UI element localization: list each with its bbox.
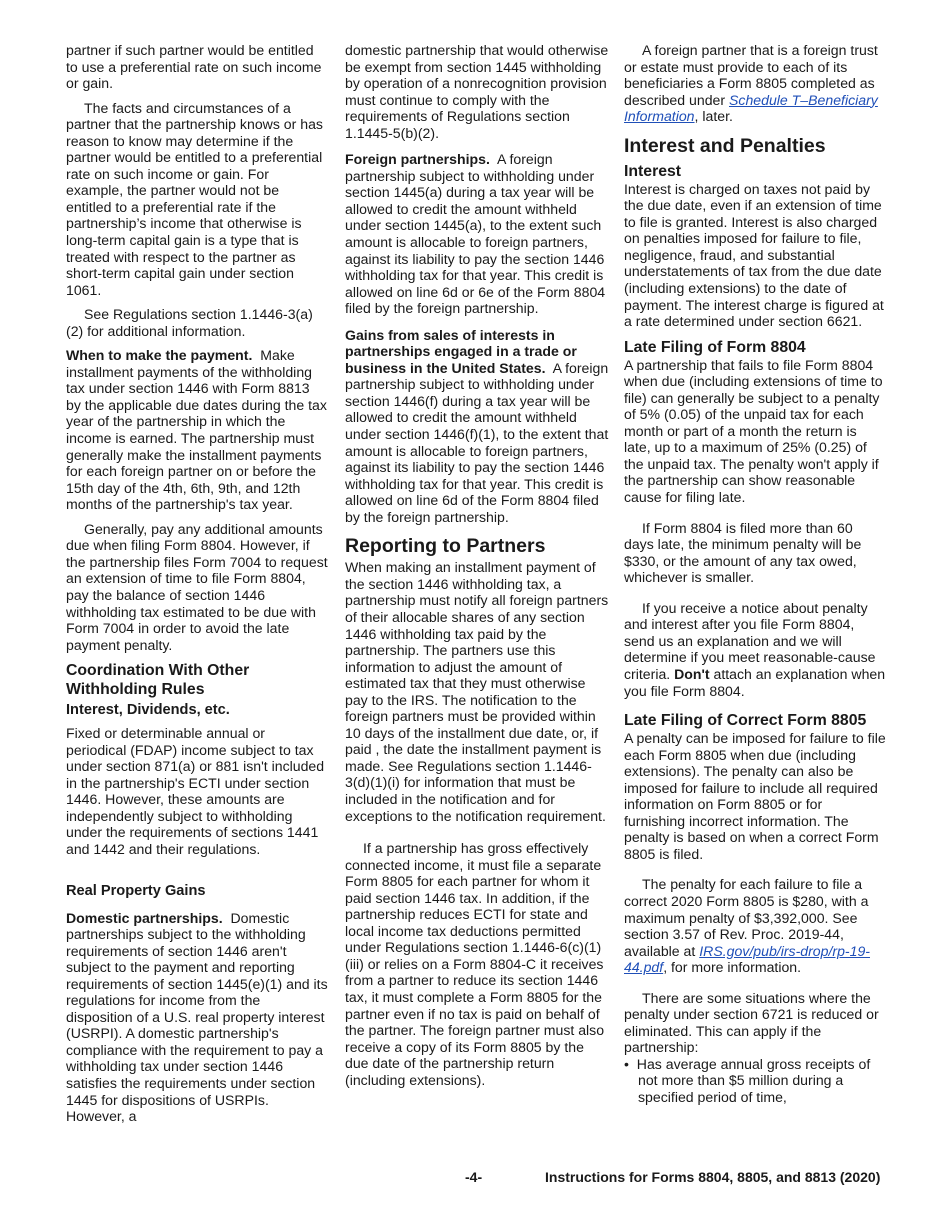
subsection-heading-real-property-gains: Real Property Gains bbox=[66, 882, 206, 899]
run-in-heading: When to make the payment. bbox=[66, 347, 253, 364]
column-left bbox=[66, 42, 328, 1133]
paragraph: A partnership that fails to file Form 8804 when due (including extensions of time to file) can generally be subject to a penalty of 5% (0.05) of the unpaid tax for each month or part of a month the return is late, up to a maximum of 25% (0.25) of the unpaid tax. The penalty won't apply if the partnership can show reasonable cause for filing late. bbox=[624, 356, 883, 506]
paragraph-gains-from-sales bbox=[345, 327, 609, 526]
paragraph: A penalty can be imposed for failure to file each Form 8805 when due (including extensions). The penalty can also be imposed for failure to include all required information on Form 8805 or for furnishing incorrect information. The penalty is based on when a correct Form 8805 is filed. bbox=[624, 730, 886, 862]
run-in-heading: Foreign partnerships. bbox=[345, 151, 490, 168]
footer-title: Instructions for Forms 8804, 8805, and 8813 (2020) bbox=[545, 1169, 881, 1185]
paragraph-domestic-partnerships bbox=[66, 910, 328, 1125]
paragraph: When making an installment payment of the section 1446 withholding tax, a partnership must notify all foreign partners of their allocable shares of any section 1446 withholding tax paid by the partnership. The partners use this information to adjust the amount of estimated tax that they must otherwise pay to the IRS. The notification to the foreign partners must be provided within 10 days of the installment due date, or, if paid , the date the installment payment is made. See Regulations section 1.1446-3(d)(1)(i) for information that must be included in the notification and for exceptions to the notification requirement. bbox=[345, 559, 609, 824]
paragraph-notice-penalty: If you receive a notice about penalty and interest after you file Form 8804, send us an explanation and we will determine if you meet reasonable-cause criteria. Don't attach an explanation when you file Form 8804. bbox=[624, 599, 886, 699]
paragraph: If Form 8804 is filed more than 60 days late, the minimum penalty will be $330, or the amount of any tax owed, whichever is smaller. bbox=[624, 519, 862, 586]
run-in-heading: Domestic partnerships. bbox=[66, 909, 223, 926]
paragraph-text: A foreign partnership subject to withholding under section 1446(f) during a tax year will be allowed to credit the amount withheld under section 1446(f)(1), to the extent that amount is allocable to foreign partners, against its liability to pay the section 1446 withholding tax for that year. This credit is allowed on line 6d of the Form 8804 filed by the foreign partnership. bbox=[345, 359, 609, 525]
paragraph: Fixed or determinable annual or periodical (FDAP) income subject to tax under section 871(a) or 881 isn't included in the partnership's ECTI under section 1446. However, these amounts are independently subject to withholding under the requirements of sections 1441 and 1442 and their regulations. bbox=[66, 725, 325, 857]
section-heading-reporting-to-partners: Reporting to Partners bbox=[345, 535, 546, 558]
paragraph-foreign-trust: A foreign partner that is a foreign trust or estate must provide to each of its beneficiaries a Form 8805 completed as described under Schedule T–Beneficiary Information, later. bbox=[624, 42, 878, 125]
subsection-heading-late-filing-8804: Late Filing of Form 8804 bbox=[624, 338, 806, 356]
list-item: • Has average annual gross receipts of not more than $5 million during a specified period of time, bbox=[624, 1055, 871, 1105]
subsection-heading-interest: Interest bbox=[624, 162, 682, 180]
paragraph: Generally, pay any additional amounts due when filing Form 8804. However, if the partnership files Form 7004 to request an extension of time to file Form 8804, pay the balance of section 1446 withholding tax estimated to be due with Form 7004 in order to avoid the late payment penalty. bbox=[66, 520, 328, 653]
paragraph: Interest is charged on taxes not paid by the due date, even if an extension of time to file is granted. Interest is also charged on penalties imposed for failure to file, negligence, fraud, and substantial understatements of tax from the due date (including extensions) to the date of payment. The interest charge is figured at a rate determined under section 6621. bbox=[624, 180, 884, 330]
paragraph: partner if such partner would be entitled to use a preferential rate on such income or gain. bbox=[66, 42, 322, 92]
subsection-heading-late-filing-8805: Late Filing of Correct Form 8805 bbox=[624, 712, 867, 730]
paragraph-penalty-amount: The penalty for each failure to file a correct 2020 Form 8805 is $280, with a maximum penalty of $3,392,000. See section 3.57 of Rev. Proc. 2019-44, available at IRS.gov/pub/irs-drop/rp-19-44.pdf, for more information. bbox=[624, 876, 870, 976]
paragraph-foreign-partnerships bbox=[345, 151, 609, 316]
paragraph-text: Domestic partnerships subject to the withholding requirements of section 1446 aren't subject to the payment and reporting requirements of section 1445(e)(1) and its regulations for income from the disposition of a U.S. real property interest (USRPI). A domestic partnership's compliance with the requirement to pay a withholding tax under section 1446 satisfies the requirements under section 1445 for dispositions of USRPIs. However, a bbox=[66, 909, 328, 1125]
section-heading-interest-and-penalties: Interest and Penalties bbox=[624, 134, 826, 157]
paragraph-text: A foreign partnership subject to withholding under section 1445(a) during a tax year will be allowed to credit the amount withheld under section 1445(a), to the extent such amount is allocable to foreign partners, against its liability to pay the section 1446 withholding tax for that year. This credit is allowed on line 6d or 6e of the Form 8804 filed by the foreign partnership. bbox=[345, 151, 606, 317]
paragraph-when-to-pay bbox=[66, 347, 328, 512]
schedule-t-link[interactable]: Schedule T–Beneficiary Information bbox=[624, 91, 878, 125]
paragraph: There are some situations where the penalty under section 6721 is reduced or eliminated. This can apply if the partnership: bbox=[624, 989, 879, 1056]
paragraph: See Regulations section 1.1446-3(a)(2) for additional information. bbox=[66, 306, 313, 339]
column-middle bbox=[345, 42, 609, 1096]
subsection-heading-interest-dividends: Interest, Dividends, etc. bbox=[66, 702, 230, 719]
bullet-icon: • bbox=[624, 1055, 629, 1072]
section-heading-coordination: Coordination With Other Withholding Rules bbox=[66, 662, 250, 699]
page-number: -4- bbox=[465, 1169, 483, 1185]
paragraph: If a partnership has gross effectively connected income, it must file a separate Form 8805 for each partner for whom it paid section 1446 tax. In addition, if the partnership reduces ECTI for state and local income tax deductions permitted under Regulations section 1.1446-6(c)(1)(iii) or relies on a Form 8804-C it receives from a partner to reduce its section 1446 tax, it must complete a Form 8805 for the partner even if no tax is paid on behalf of the partner. The foreign partner must also receive a copy of its Form 8805 by the due date of the partnership return (including extensions). bbox=[345, 840, 605, 1088]
paragraph: domestic partnership that would otherwise be exempt from section 1445 withholding by operation of a nonrecognition provision must continue to comply with the requirements of Regulations section 1.1445-5(b)(2). bbox=[345, 42, 609, 141]
paragraph: The facts and circumstances of a partner that the partnership knows or has reason to know may determine if the partner would be entitled to a preferential rate on such income or gain. For example, the partner would not be entitled to a preferential rate if the partnership’s income that otherwise is long-term capital gain is a type that is treated with respect to the partner as short-term capital gain under section 1061. bbox=[66, 99, 323, 298]
paragraph-text: Make installment payments of the withholding tax under section 1446 with Form 8813 by the applicable due dates during the tax year of the partnership in which the income is earned. The partnership must generally make the installment payments for each foreign partner on or before the 15th day of the 4th, 6th, 9th, and 12th months of the partnership's tax year. bbox=[66, 347, 327, 513]
rev-proc-link[interactable]: IRS.gov/pub/irs-drop/rp-19-44.pdf bbox=[624, 942, 870, 976]
run-in-heading: Gains from sales of interests in partnerships engaged in a trade or business in the United States. bbox=[345, 326, 577, 376]
column-right bbox=[624, 42, 886, 1106]
